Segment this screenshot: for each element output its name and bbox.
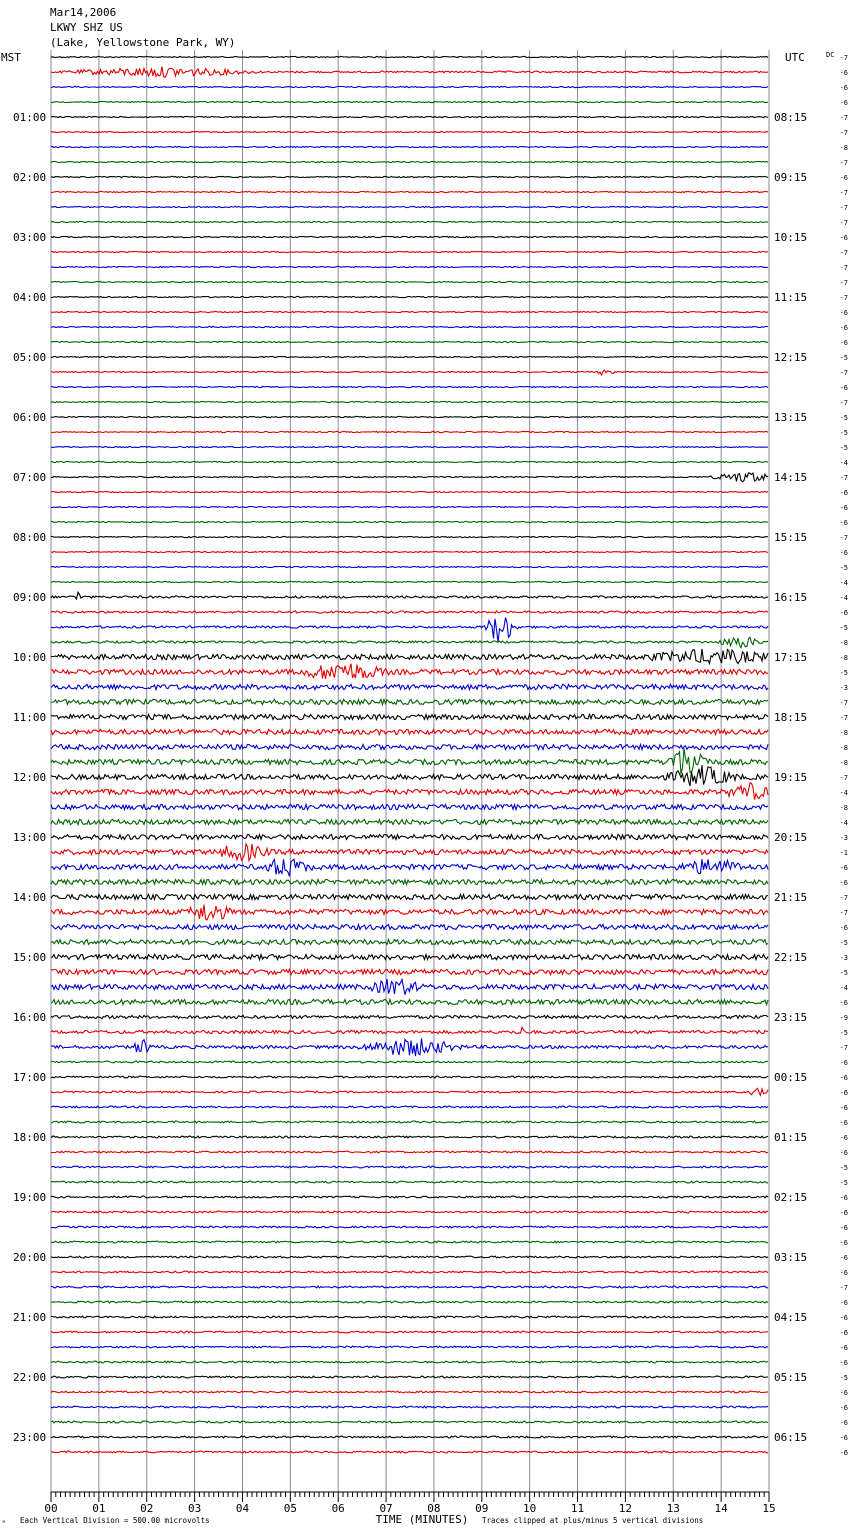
dc-offset-label: -6	[839, 1344, 848, 1352]
x-tick-label: 01	[92, 1502, 106, 1515]
dc-offset-label: -6	[839, 504, 848, 512]
dc-offset-label: -7	[839, 1044, 848, 1052]
dc-offset-label: -6	[839, 864, 848, 872]
dc-offset-label: -6	[839, 99, 848, 107]
mst-hour-label: 10:00	[13, 651, 47, 664]
dc-offset-label: -6	[839, 549, 848, 557]
dc-offset-label: -5	[839, 1179, 848, 1187]
dc-offset-label: -6	[839, 999, 848, 1007]
utc-hour-label: 09:15	[774, 171, 808, 184]
dc-offset-label: -7	[839, 534, 848, 542]
dc-offset-label: -6	[839, 1224, 848, 1232]
dc-offset-label: -6	[839, 1449, 848, 1457]
mst-hour-label: 13:00	[13, 831, 47, 844]
dc-offset-label: -7	[839, 204, 848, 212]
x-tick-label: 09	[475, 1502, 489, 1515]
clip-note: Traces clipped at plus/minus 5 vertical divisions	[482, 1516, 704, 1525]
x-tick-label: 04	[235, 1502, 250, 1515]
dc-offset-label: -7	[839, 474, 848, 482]
x-tick-label: 03	[187, 1502, 202, 1515]
utc-hour-label: 04:15	[774, 1311, 808, 1324]
utc-hour-label: 15:15	[774, 531, 808, 544]
dc-offset-label: -6	[839, 1059, 848, 1067]
dc-offset-label: -7	[839, 249, 848, 257]
utc-axis-label: UTC	[785, 51, 805, 64]
dc-offset-label: -7	[839, 294, 848, 302]
dc-offset-label: -6	[839, 1404, 848, 1412]
dc-offset-label: -5	[839, 939, 848, 947]
dc-offset-label: -6	[839, 324, 848, 332]
x-tick-label: 02	[140, 1502, 154, 1515]
mst-hour-label: 23:00	[13, 1431, 47, 1444]
dc-offset-label: -6	[839, 609, 848, 617]
x-tick-label: 12	[618, 1502, 633, 1515]
dc-offset-label: -4	[839, 819, 848, 827]
dc-offset-label: -6	[839, 1359, 848, 1367]
dc-offset-label: -6	[839, 1209, 848, 1217]
dc-offset-label: -6	[839, 1314, 848, 1322]
mst-hour-label: 16:00	[13, 1011, 47, 1024]
dc-offset-label: -7	[839, 894, 848, 902]
utc-hour-label: 13:15	[774, 411, 808, 424]
dc-offset-label: -6	[839, 1134, 848, 1142]
utc-hour-label: 02:15	[774, 1191, 808, 1204]
dc-offset-label: -6	[839, 1389, 848, 1397]
utc-hour-label: 05:15	[774, 1371, 808, 1384]
mst-hour-label: 03:00	[13, 231, 47, 244]
dc-offset-label: -6	[839, 1299, 848, 1307]
dc-offset-label: -8	[839, 729, 848, 737]
dc-offset-label: -4	[839, 789, 848, 797]
utc-hour-label: 19:15	[774, 771, 808, 784]
dc-offset-label: -8	[839, 639, 848, 647]
mst-hour-label: 20:00	[13, 1251, 47, 1264]
x-tick-label: 15	[762, 1502, 776, 1515]
dc-offset-label: -6	[839, 1089, 848, 1097]
mst-hour-label: 22:00	[13, 1371, 47, 1384]
dc-offset-label: -7	[839, 114, 848, 122]
dc-offset-label: -8	[839, 744, 848, 752]
x-tick-label: 07	[379, 1502, 393, 1515]
mst-hour-label: 18:00	[13, 1131, 47, 1144]
dc-offset-label: -6	[839, 924, 848, 932]
dc-offset-label: -6	[839, 69, 848, 77]
scale-note: Each Vertical Division = 500.00 microvolts	[20, 1516, 210, 1525]
dc-offset-label: -6	[839, 1239, 848, 1247]
dc-offset-label: -5	[839, 669, 848, 677]
dc-offset-label: -4	[839, 984, 848, 992]
x-tick-label: 13	[666, 1502, 680, 1515]
dc-offset-label: -7	[839, 264, 848, 272]
mst-hour-label: 09:00	[13, 591, 47, 604]
dc-offset-label: -6	[839, 1074, 848, 1082]
dc-offset-label: -8	[839, 144, 848, 152]
dc-offset-label: -6	[839, 309, 848, 317]
dc-offset-label: -7	[839, 909, 848, 917]
x-tick-label: 14	[714, 1502, 728, 1515]
dc-offset-label: -5	[839, 414, 848, 422]
dc-offset-label: -1	[839, 849, 848, 857]
dc-offset-label: -6	[839, 234, 848, 242]
dc-offset-label: -7	[839, 1284, 848, 1292]
x-tick-label: 08	[427, 1502, 441, 1515]
x-tick-label: 10	[523, 1502, 537, 1515]
dc-offset-label: -5	[839, 1374, 848, 1382]
dc-offset-label: -7	[839, 774, 848, 782]
dc-offset-label: -8	[839, 654, 848, 662]
dc-offset-label: -8	[839, 804, 848, 812]
record-date: Mar14,2006	[50, 6, 117, 19]
dc-offset-label: -5	[839, 564, 848, 572]
mst-hour-label: 01:00	[13, 111, 47, 124]
utc-hour-label: 00:15	[774, 1071, 808, 1084]
dc-offset-label: -5	[839, 429, 848, 437]
mst-hour-label: 06:00	[13, 411, 47, 424]
dc-offset-label: -6	[839, 174, 848, 182]
dc-offset-label: -3	[839, 834, 848, 842]
dc-offset-label: -4	[839, 459, 848, 467]
dc-offset-label: -7	[839, 369, 848, 377]
dc-offset-label: -5	[839, 624, 848, 632]
utc-hour-label: 03:15	[774, 1251, 808, 1264]
dc-offset-label: -3	[839, 684, 848, 692]
mst-axis-label: MST	[1, 51, 21, 64]
dc-offset-label: -7	[839, 714, 848, 722]
mst-hour-label: 21:00	[13, 1311, 47, 1324]
mst-hour-label: 17:00	[13, 1071, 47, 1084]
dc-offset-label: -7	[839, 189, 848, 197]
dc-offset-label: -6	[839, 1194, 848, 1202]
station-code: LKWY SHZ US	[50, 21, 123, 34]
dc-axis-label: DC	[826, 51, 835, 59]
dc-offset-label: -6	[839, 519, 848, 527]
utc-hour-label: 21:15	[774, 891, 808, 904]
dc-offset-label: -6	[839, 339, 848, 347]
utc-hour-label: 14:15	[774, 471, 808, 484]
dc-offset-label: -6	[839, 1269, 848, 1277]
x-axis-title: TIME (MINUTES)	[375, 1513, 469, 1526]
dc-offset-label: -7	[839, 279, 848, 287]
dc-offset-label: -6	[839, 1329, 848, 1337]
utc-hour-label: 18:15	[774, 711, 808, 724]
dc-offset-label: -6	[839, 1419, 848, 1427]
dc-offset-label: -6	[839, 1104, 848, 1112]
mst-hour-label: 02:00	[13, 171, 47, 184]
dc-offset-label: -7	[839, 219, 848, 227]
utc-hour-label: 12:15	[774, 351, 808, 364]
mst-hour-label: 14:00	[13, 891, 47, 904]
dc-offset-label: -5	[839, 1164, 848, 1172]
dc-offset-label: -4	[839, 579, 848, 587]
dc-offset-label: -8	[839, 759, 848, 767]
x-tick-label: 11	[570, 1502, 585, 1515]
dc-offset-label: -7	[839, 159, 848, 167]
dc-offset-label: -5	[839, 1029, 848, 1037]
x-tick-label: 06	[331, 1502, 345, 1515]
dc-offset-label: -6	[839, 1149, 848, 1157]
mst-hour-label: 12:00	[13, 771, 47, 784]
dc-offset-label: -6	[839, 489, 848, 497]
dc-offset-label: -6	[839, 1119, 848, 1127]
dc-offset-label: -7	[839, 399, 848, 407]
x-tick-label: 05	[283, 1502, 297, 1515]
dc-offset-label: -5	[839, 444, 848, 452]
utc-hour-label: 22:15	[774, 951, 808, 964]
mst-hour-label: 07:00	[13, 471, 47, 484]
dc-offset-label: -6	[839, 84, 848, 92]
station-location: (Lake, Yellowstone Park, WY)	[50, 36, 236, 49]
utc-hour-label: 23:15	[774, 1011, 808, 1024]
utc-hour-label: 01:15	[774, 1131, 808, 1144]
utc-hour-label: 06:15	[774, 1431, 808, 1444]
corner-mark: ᴹ	[2, 1520, 6, 1527]
dc-offset-label: -4	[839, 594, 848, 602]
utc-hour-label: 08:15	[774, 111, 808, 124]
dc-offset-label: -7	[839, 129, 848, 137]
mst-hour-label: 08:00	[13, 531, 47, 544]
mst-hour-label: 15:00	[13, 951, 47, 964]
dc-offset-label: -6	[839, 1254, 848, 1262]
utc-hour-label: 17:15	[774, 651, 808, 664]
mst-hour-label: 11:00	[13, 711, 47, 724]
dc-offset-label: -6	[839, 879, 848, 887]
dc-offset-label: -6	[839, 384, 848, 392]
x-tick-label: 00	[44, 1502, 58, 1515]
dc-offset-label: -5	[839, 354, 848, 362]
utc-hour-label: 20:15	[774, 831, 808, 844]
mst-hour-label: 05:00	[13, 351, 47, 364]
utc-hour-label: 16:15	[774, 591, 808, 604]
dc-offset-label: -7	[839, 699, 848, 707]
mst-hour-label: 19:00	[13, 1191, 47, 1204]
utc-hour-label: 10:15	[774, 231, 808, 244]
mst-hour-label: 04:00	[13, 291, 47, 304]
dc-offset-label: -6	[839, 1434, 848, 1442]
dc-offset-label: -5	[839, 969, 848, 977]
dc-offset-label: -9	[839, 1014, 848, 1022]
utc-hour-label: 11:15	[774, 291, 808, 304]
dc-offset-label: -7	[839, 54, 848, 62]
dc-offset-label: -3	[839, 954, 848, 962]
